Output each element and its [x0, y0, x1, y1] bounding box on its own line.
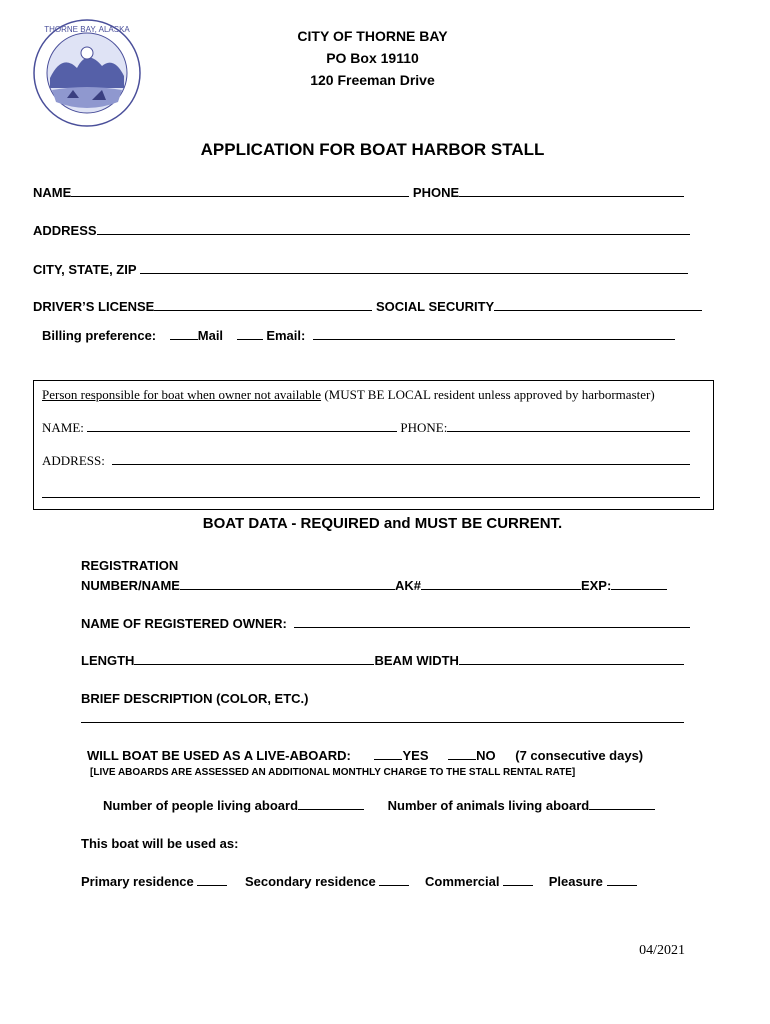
liveaboard-no-checkbox[interactable]: [448, 748, 476, 760]
address-row: [33, 223, 690, 238]
responsible-note: (MUST BE LOCAL resident unless approved by harbormaster): [321, 387, 655, 402]
owner-row: [81, 616, 690, 631]
responsible-heading-row: [42, 387, 655, 403]
city-name: CITY OF THORNE BAY: [297, 28, 448, 44]
occupants-row: [103, 798, 655, 813]
name-row: [33, 185, 684, 200]
email-field[interactable]: [313, 328, 675, 340]
people-label: Number of people living aboard: [103, 798, 299, 813]
liveaboard-label: WILL BOAT BE USED AS A LIVE-ABOARD:: [87, 748, 351, 763]
seal-text: THORNE BAY, ALASKA: [44, 25, 130, 34]
responsible-phone-label: PHONE:: [400, 420, 448, 435]
beam-label: BEAM WIDTH: [374, 653, 459, 668]
primary-label: Primary residence: [81, 874, 194, 889]
animals-count-field[interactable]: [589, 798, 655, 810]
license-label: DRIVER’S LICENSE: [33, 299, 155, 314]
secondary-checkbox[interactable]: [379, 874, 409, 886]
responsible-address-row: [42, 453, 690, 469]
license-row: [33, 299, 702, 314]
address-field[interactable]: [97, 223, 690, 235]
use-options-row: [81, 874, 637, 889]
mail-checkbox[interactable]: [170, 328, 198, 340]
billing-label: Billing preference:: [42, 328, 157, 343]
phone-label: PHONE: [412, 185, 460, 200]
exp-label: EXP:: [580, 578, 612, 593]
responsible-name-row: [42, 420, 690, 436]
ak-number-field[interactable]: [421, 578, 581, 590]
animals-label: Number of animals living aboard: [387, 798, 590, 813]
beam-field[interactable]: [459, 653, 684, 665]
pleasure-label: Pleasure: [548, 874, 603, 889]
address-label: ADDRESS: [33, 223, 97, 238]
description-label: BRIEF DESCRIPTION (COLOR, ETC.): [81, 691, 309, 706]
owner-field[interactable]: [294, 616, 690, 628]
name-label: NAME: [33, 185, 72, 200]
consecutive-days-label: (7 consecutive days): [515, 748, 644, 763]
length-field[interactable]: [134, 653, 374, 665]
registration-row: [81, 578, 667, 593]
license-field[interactable]: [154, 299, 372, 311]
commercial-checkbox[interactable]: [503, 874, 533, 886]
ssn-label: SOCIAL SECURITY: [375, 299, 495, 314]
people-count-field[interactable]: [298, 798, 364, 810]
responsible-name-label: NAME:: [42, 420, 84, 435]
ak-label: AK#: [394, 578, 421, 593]
phone-field[interactable]: [459, 185, 684, 197]
street-address: 120 Freeman Drive: [310, 72, 435, 88]
liveaboard-row: [87, 748, 643, 763]
length-label: LENGTH: [81, 653, 135, 668]
owner-label: NAME OF REGISTERED OWNER:: [81, 616, 287, 631]
number-name-field[interactable]: [180, 578, 395, 590]
pleasure-checkbox[interactable]: [607, 874, 637, 886]
exp-field[interactable]: [611, 578, 667, 590]
liveaboard-yes-checkbox[interactable]: [374, 748, 402, 760]
boat-data-heading: BOAT DATA - REQUIRED and MUST BE CURRENT.: [202, 515, 563, 532]
use-label: This boat will be used as:: [81, 836, 239, 851]
responsible-heading: Person responsible for boat when owner not available: [42, 387, 322, 402]
responsible-address-field[interactable]: [112, 453, 690, 465]
primary-checkbox[interactable]: [197, 874, 227, 886]
yes-label: YES: [402, 748, 429, 763]
responsible-address-line2[interactable]: [42, 485, 700, 498]
responsible-person-box: [33, 380, 714, 510]
po-box: PO Box 19110: [326, 50, 419, 66]
city-field[interactable]: [140, 262, 688, 274]
no-label: NO: [476, 748, 496, 763]
form-revision-date: 04/2021: [639, 943, 685, 958]
email-checkbox[interactable]: [237, 328, 263, 340]
responsible-address-label: ADDRESS:: [42, 453, 105, 468]
billing-row: [42, 328, 675, 343]
responsible-phone-field[interactable]: [447, 420, 690, 432]
city-label: CITY, STATE, ZIP: [33, 262, 137, 277]
description-field[interactable]: [81, 710, 684, 723]
form-title: APPLICATION FOR BOAT HARBOR STALL: [200, 140, 545, 159]
mail-label: Mail: [197, 328, 224, 343]
email-label: Email:: [266, 328, 306, 343]
length-row: [81, 653, 684, 668]
liveaboard-note: [LIVE ABOARDS ARE ASSESSED AN ADDITIONAL MONTHLY CHARGE TO THE STALL RENTAL RATE]: [90, 767, 576, 778]
ssn-field[interactable]: [494, 299, 702, 311]
commercial-label: Commercial: [425, 874, 500, 889]
number-name-label: NUMBER/NAME: [81, 578, 180, 593]
registration-label: REGISTRATION: [81, 558, 179, 573]
responsible-name-field[interactable]: [87, 420, 397, 432]
secondary-label: Secondary residence: [244, 874, 376, 889]
name-field[interactable]: [71, 185, 409, 197]
city-row: [33, 262, 688, 277]
